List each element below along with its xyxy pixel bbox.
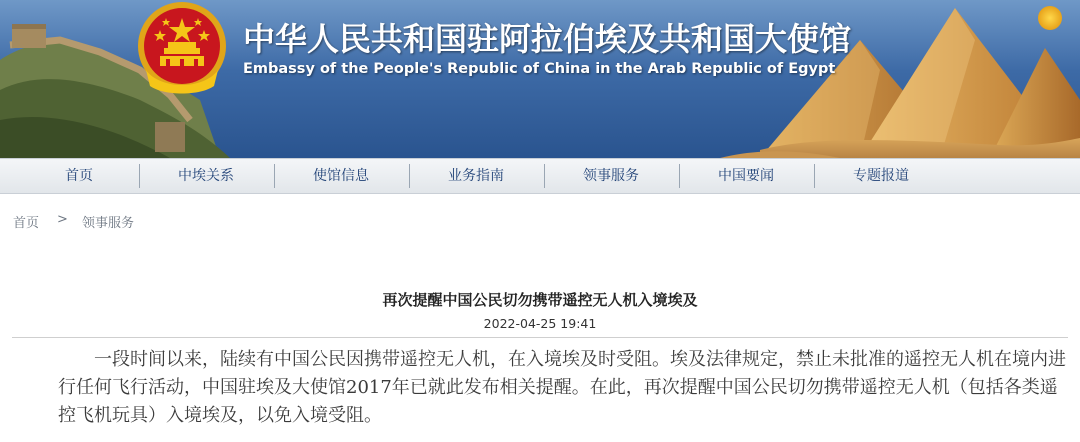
main-nav	[0, 158, 1080, 194]
embassy-title-chinese: 中华人民共和国驻阿拉伯埃及共和国大使馆	[243, 20, 852, 58]
article-date: 2022-04-25 19:41	[483, 316, 597, 331]
nav-item-china-news[interactable]: 中国要闻	[718, 168, 774, 184]
nav-item-special-reports[interactable]: 专题报道	[853, 168, 909, 184]
nav-item-home[interactable]: 首页	[65, 168, 93, 184]
article-divider	[12, 337, 1068, 338]
breadcrumb-home-link[interactable]: 首页	[13, 216, 40, 231]
national-emblem-icon	[138, 2, 226, 94]
breadcrumb-separator: >	[57, 212, 68, 227]
breadcrumb-consular-link[interactable]: 领事服务	[82, 216, 135, 231]
nav-item-sino-egypt-relations[interactable]: 中埃关系	[178, 168, 234, 184]
embassy-title-english: Embassy of the People's Republic of China in the Arab Republic of Egypt	[243, 61, 836, 77]
nav-item-service-guide[interactable]: 业务指南	[448, 168, 504, 184]
article-body: 一段时间以来，陆续有中国公民因携带遥控无人机，在入境埃及时受阻。埃及法律规定，禁止未批准的遥控无人机在境内进行任何飞行活动，中国驻埃及大使馆2017年已就此发布相关提醒。在此，再次提醒中国公民切勿携带遥控无人机（包括各类遥控飞机玩具）入境埃及，以免入境受阻。	[58, 349, 1066, 426]
watchtower	[12, 28, 46, 48]
nav-item-consular-services[interactable]: 领事服务	[583, 168, 639, 184]
header-banner	[0, 0, 1080, 158]
article-title: 再次提醒中国公民切勿携带遥控无人机入境埃及	[382, 291, 698, 309]
nav-item-embassy-info[interactable]: 使馆信息	[313, 168, 369, 184]
